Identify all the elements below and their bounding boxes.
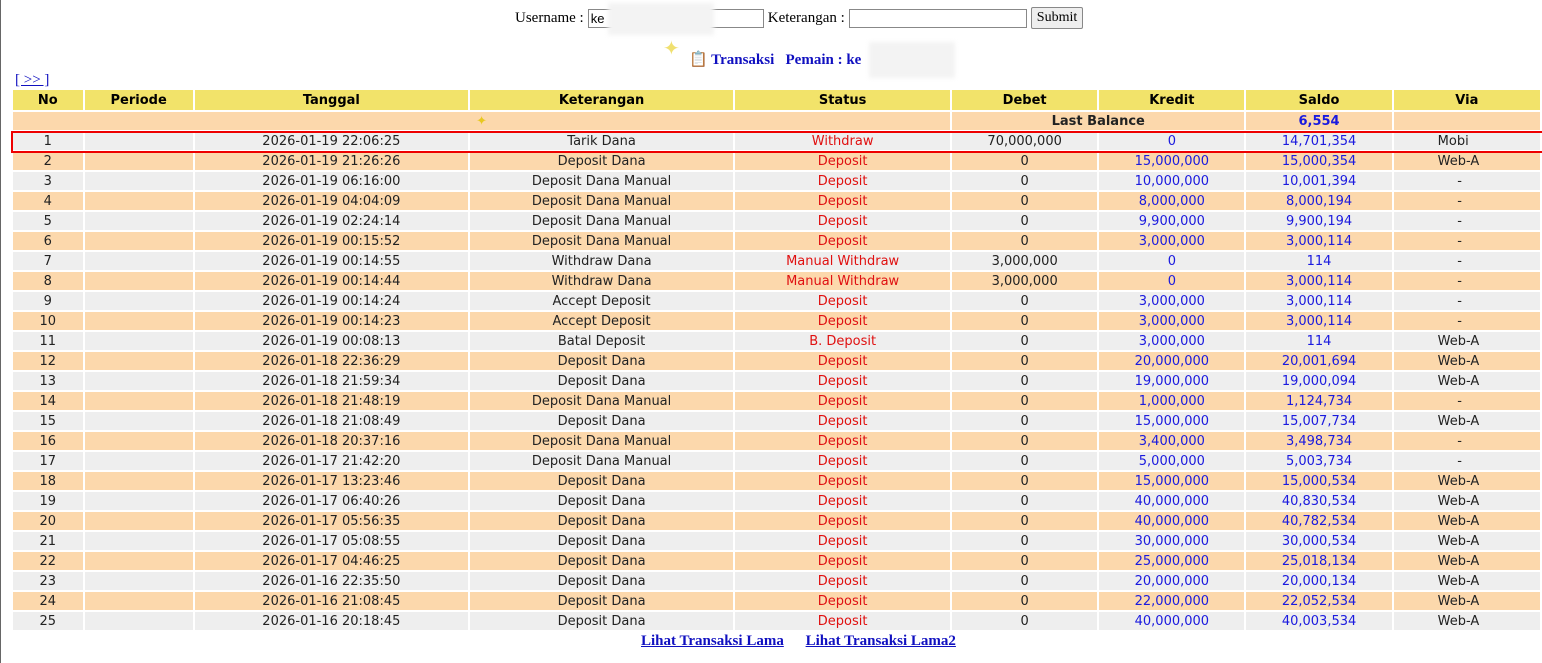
cell-no: 9 — [13, 292, 83, 312]
cell-kredit: 5,000,000 — [1099, 452, 1244, 472]
cell-kredit: 19,000,000 — [1099, 372, 1244, 392]
title-pemain: Pemain : ke — [785, 52, 862, 68]
cell-no: 23 — [13, 572, 83, 592]
cell-status: Deposit — [735, 432, 950, 452]
cell-debet: 0 — [952, 572, 1097, 592]
cell-debet: 0 — [952, 392, 1097, 412]
cell-status: Deposit — [735, 452, 950, 472]
table-row — [13, 272, 1540, 292]
cell-keterangan: Deposit Dana — [470, 512, 733, 532]
cell-debet: 0 — [952, 352, 1097, 372]
cell-periode — [85, 172, 193, 192]
cell-no: 5 — [13, 212, 83, 232]
cell-debet: 0 — [952, 312, 1097, 332]
cell-tanggal: 2026-01-18 22:36:29 — [195, 352, 468, 372]
cell-kredit: 3,000,000 — [1099, 292, 1244, 312]
cell-tanggal: 2026-01-19 22:06:25 — [195, 132, 468, 152]
cell-kredit: 8,000,000 — [1099, 192, 1244, 212]
submit-button[interactable]: Submit — [1031, 7, 1083, 29]
table-row — [13, 212, 1540, 232]
cell-kredit: 1,000,000 — [1099, 392, 1244, 412]
cell-keterangan: Deposit Dana — [470, 552, 733, 572]
cell-via: Web-A — [1394, 552, 1540, 572]
cell-periode — [85, 212, 193, 232]
cell-status: B. Deposit — [735, 332, 950, 352]
cell-keterangan: Accept Deposit — [470, 292, 733, 312]
cell-kredit: 0 — [1099, 132, 1244, 152]
cell-via: Web-A — [1394, 592, 1540, 612]
cell-via: Web-A — [1394, 412, 1540, 432]
cell-status: Manual Withdraw — [735, 252, 950, 272]
cell-periode — [85, 412, 193, 432]
cell-keterangan: Withdraw Dana — [470, 252, 733, 272]
title-transaksi: Transaksi — [711, 52, 775, 68]
cell-keterangan: Deposit Dana — [470, 612, 733, 632]
cell-saldo: 9,900,194 — [1246, 212, 1391, 232]
cell-saldo: 19,000,094 — [1246, 372, 1391, 392]
cell-periode — [85, 152, 193, 172]
cell-debet: 0 — [952, 552, 1097, 572]
cell-tanggal: 2026-01-19 00:14:44 — [195, 272, 468, 292]
sparkle-cell — [13, 112, 950, 132]
cell-tanggal: 2026-01-19 21:26:26 — [195, 152, 468, 172]
cell-no: 19 — [13, 492, 83, 512]
cell-tanggal: 2026-01-16 20:18:45 — [195, 612, 468, 632]
table-row — [13, 292, 1540, 312]
last-balance-row — [13, 112, 1540, 132]
cell-debet: 3,000,000 — [952, 272, 1097, 292]
cell-no: 7 — [13, 252, 83, 272]
cell-status: Deposit — [735, 152, 950, 172]
footer-links — [641, 633, 974, 650]
cell-saldo: 3,000,114 — [1246, 272, 1391, 292]
cell-tanggal: 2026-01-19 02:24:14 — [195, 212, 468, 232]
cell-keterangan: Deposit Dana Manual — [470, 212, 733, 232]
old-transactions-link[interactable]: Lihat Transaksi Lama — [641, 633, 784, 649]
cell-saldo: 40,003,534 — [1246, 612, 1391, 632]
cell-tanggal: 2026-01-18 20:37:16 — [195, 432, 468, 452]
cell-tanggal: 2026-01-17 06:40:26 — [195, 492, 468, 512]
cell-tanggal: 2026-01-19 00:08:13 — [195, 332, 468, 352]
cell-saldo: 5,003,734 — [1246, 452, 1391, 472]
cell-saldo: 3,498,734 — [1246, 432, 1391, 452]
cell-tanggal: 2026-01-17 13:23:46 — [195, 472, 468, 492]
cell-keterangan: Deposit Dana — [470, 592, 733, 612]
cell-saldo: 15,000,354 — [1246, 152, 1391, 172]
cell-periode — [85, 372, 193, 392]
column-header-keterangan: Keterangan — [470, 90, 733, 112]
cell-keterangan: Deposit Dana Manual — [470, 392, 733, 412]
table-row — [13, 352, 1540, 372]
cell-debet: 0 — [952, 212, 1097, 232]
cell-tanggal: 2026-01-17 21:42:20 — [195, 452, 468, 472]
cell-keterangan: Deposit Dana — [470, 472, 733, 492]
cell-via: Web-A — [1394, 492, 1540, 512]
cell-saldo: 10,001,394 — [1246, 172, 1391, 192]
cell-via: Web-A — [1394, 332, 1540, 352]
cell-debet: 0 — [952, 192, 1097, 212]
cell-kredit: 40,000,000 — [1099, 492, 1244, 512]
cell-debet: 0 — [952, 532, 1097, 552]
table-row — [13, 312, 1540, 332]
cell-via: Web-A — [1394, 152, 1540, 172]
cell-no: 15 — [13, 412, 83, 432]
sparkle-icon: ✦ — [663, 36, 680, 60]
cell-periode — [85, 132, 193, 152]
table-row — [13, 192, 1540, 212]
cell-no: 4 — [13, 192, 83, 212]
cell-tanggal: 2026-01-19 00:14:24 — [195, 292, 468, 312]
column-header-tanggal: Tanggal — [195, 90, 468, 112]
table-row — [13, 172, 1540, 192]
cell-debet: 0 — [952, 472, 1097, 492]
cell-periode — [85, 452, 193, 472]
cell-kredit: 40,000,000 — [1099, 512, 1244, 532]
cell-no: 12 — [13, 352, 83, 372]
column-header-via: Via — [1394, 90, 1540, 112]
cell-saldo: 3,000,114 — [1246, 232, 1391, 252]
column-header-debet: Debet — [952, 90, 1097, 112]
transactions-table — [11, 90, 1542, 632]
cell-kredit: 9,900,000 — [1099, 212, 1244, 232]
next-link[interactable]: [ >> ] — [15, 72, 50, 88]
cell-periode — [85, 612, 193, 632]
cell-via: Web-A — [1394, 532, 1540, 552]
cell-status: Deposit — [735, 512, 950, 532]
cell-debet: 0 — [952, 332, 1097, 352]
cell-saldo: 114 — [1246, 332, 1391, 352]
cell-via: - — [1394, 252, 1540, 272]
cell-tanggal: 2026-01-19 06:16:00 — [195, 172, 468, 192]
cell-no: 17 — [13, 452, 83, 472]
cell-via: - — [1394, 232, 1540, 252]
cell-kredit: 20,000,000 — [1099, 572, 1244, 592]
cell-no: 16 — [13, 432, 83, 452]
cell-keterangan: Deposit Dana — [470, 352, 733, 372]
cell-saldo: 20,000,134 — [1246, 572, 1391, 592]
cell-debet: 0 — [952, 172, 1097, 192]
cell-kredit: 3,400,000 — [1099, 432, 1244, 452]
cell-tanggal: 2026-01-17 05:56:35 — [195, 512, 468, 532]
cell-keterangan: Batal Deposit — [470, 332, 733, 352]
cell-debet: 0 — [952, 612, 1097, 632]
table-row — [13, 512, 1540, 532]
cell-saldo: 1,124,734 — [1246, 392, 1391, 412]
last-balance-value: 6,554 — [1246, 112, 1391, 132]
column-header-saldo: Saldo — [1246, 90, 1391, 112]
cell-periode — [85, 472, 193, 492]
cell-tanggal: 2026-01-16 21:08:45 — [195, 592, 468, 612]
cell-keterangan: Deposit Dana Manual — [470, 172, 733, 192]
cell-keterangan: Deposit Dana — [470, 492, 733, 512]
cell-debet: 0 — [952, 492, 1097, 512]
cell-saldo: 15,000,534 — [1246, 472, 1391, 492]
cell-periode — [85, 192, 193, 212]
table-row — [13, 592, 1540, 612]
cell-status: Withdraw — [735, 132, 950, 152]
document-icon: 📋 — [689, 52, 708, 68]
cell-via: Web-A — [1394, 512, 1540, 532]
cell-keterangan: Tarik Dana — [470, 132, 733, 152]
table-row — [13, 332, 1540, 352]
cell-periode — [85, 552, 193, 572]
cell-keterangan: Deposit Dana Manual — [470, 192, 733, 212]
cell-saldo: 8,000,194 — [1246, 192, 1391, 212]
cell-via: Web-A — [1394, 472, 1540, 492]
cell-saldo: 114 — [1246, 252, 1391, 272]
cell-via: - — [1394, 452, 1540, 472]
cell-periode — [85, 332, 193, 352]
cell-status: Deposit — [735, 232, 950, 252]
cell-keterangan: Deposit Dana Manual — [470, 452, 733, 472]
cell-saldo: 20,001,694 — [1246, 352, 1391, 372]
table-row — [13, 372, 1540, 392]
cell-keterangan: Deposit Dana Manual — [470, 432, 733, 452]
cell-no: 24 — [13, 592, 83, 612]
cell-status: Deposit — [735, 492, 950, 512]
cell-via: - — [1394, 392, 1540, 412]
table-row — [13, 232, 1540, 252]
table-row — [13, 252, 1540, 272]
cell-tanggal: 2026-01-19 00:14:55 — [195, 252, 468, 272]
cell-kredit: 22,000,000 — [1099, 592, 1244, 612]
cell-saldo: 14,701,354 — [1246, 132, 1391, 152]
cell-periode — [85, 592, 193, 612]
cell-status: Deposit — [735, 572, 950, 592]
cell-via: - — [1394, 432, 1540, 452]
cell-tanggal: 2026-01-18 21:08:49 — [195, 412, 468, 432]
table-row — [13, 432, 1540, 452]
cell-periode — [85, 532, 193, 552]
cell-kredit: 10,000,000 — [1099, 172, 1244, 192]
cell-status: Deposit — [735, 172, 950, 192]
page-title — [689, 50, 861, 69]
cell-debet: 0 — [952, 152, 1097, 172]
cell-tanggal: 2026-01-18 21:59:34 — [195, 372, 468, 392]
cell-kredit: 0 — [1099, 252, 1244, 272]
cell-periode — [85, 392, 193, 412]
cell-saldo: 3,000,114 — [1246, 312, 1391, 332]
cell-status: Deposit — [735, 552, 950, 572]
cell-kredit: 30,000,000 — [1099, 532, 1244, 552]
cell-status: Deposit — [735, 392, 950, 412]
cell-via: Web-A — [1394, 352, 1540, 372]
cell-keterangan: Deposit Dana — [470, 532, 733, 552]
table-row — [13, 552, 1540, 572]
table-row — [13, 452, 1540, 472]
cell-periode — [85, 512, 193, 532]
cell-no: 18 — [13, 472, 83, 492]
redaction — [869, 42, 955, 78]
cell-status: Manual Withdraw — [735, 272, 950, 292]
cell-status: Deposit — [735, 612, 950, 632]
cell-via: - — [1394, 312, 1540, 332]
cell-keterangan: Deposit Dana — [470, 152, 733, 172]
column-header-kredit: Kredit — [1099, 90, 1244, 112]
cell-tanggal: 2026-01-17 04:46:25 — [195, 552, 468, 572]
redaction — [608, 3, 714, 35]
cell-periode — [85, 252, 193, 272]
table-row — [13, 572, 1540, 592]
table-row — [13, 132, 1540, 152]
cell-no: 21 — [13, 532, 83, 552]
cell-no: 20 — [13, 512, 83, 532]
cell-keterangan: Deposit Dana Manual — [470, 232, 733, 252]
cell-periode — [85, 432, 193, 452]
cell-kredit: 20,000,000 — [1099, 352, 1244, 372]
cell-status: Deposit — [735, 352, 950, 372]
cell-no: 3 — [13, 172, 83, 192]
column-header-periode: Periode — [85, 90, 193, 112]
cell-debet: 0 — [952, 432, 1097, 452]
cell-status: Deposit — [735, 592, 950, 612]
cell-kredit: 25,000,000 — [1099, 552, 1244, 572]
cell-keterangan: Deposit Dana — [470, 372, 733, 392]
table-row — [13, 412, 1540, 432]
cell-status: Deposit — [735, 412, 950, 432]
cell-no: 25 — [13, 612, 83, 632]
sparkle-icon: ✦ — [476, 113, 487, 129]
cell-no: 8 — [13, 272, 83, 292]
cell-saldo: 40,830,534 — [1246, 492, 1391, 512]
old-transactions-link-2[interactable]: Lihat Transaksi Lama2 — [805, 633, 956, 649]
cell-kredit: 40,000,000 — [1099, 612, 1244, 632]
cell-no: 2 — [13, 152, 83, 172]
cell-periode — [85, 292, 193, 312]
cell-saldo: 40,782,534 — [1246, 512, 1391, 532]
cell-via: - — [1394, 272, 1540, 292]
cell-keterangan: Deposit Dana — [470, 412, 733, 432]
cell-debet: 0 — [952, 592, 1097, 612]
cell-saldo: 25,018,134 — [1246, 552, 1391, 572]
cell-status: Deposit — [735, 192, 950, 212]
cell-debet: 0 — [952, 412, 1097, 432]
cell-saldo: 30,000,534 — [1246, 532, 1391, 552]
cell-kredit: 3,000,000 — [1099, 312, 1244, 332]
cell-status: Deposit — [735, 532, 950, 552]
cell-status: Deposit — [735, 372, 950, 392]
cell-via: - — [1394, 172, 1540, 192]
cell-kredit: 3,000,000 — [1099, 332, 1244, 352]
cell-debet: 3,000,000 — [952, 252, 1097, 272]
cell-status: Deposit — [735, 472, 950, 492]
cell-status: Deposit — [735, 292, 950, 312]
column-header-status: Status — [735, 90, 950, 112]
cell-no: 22 — [13, 552, 83, 572]
cell-periode — [85, 572, 193, 592]
cell-debet: 0 — [952, 512, 1097, 532]
cell-keterangan: Accept Deposit — [470, 312, 733, 332]
cell-debet: 0 — [952, 232, 1097, 252]
cell-tanggal: 2026-01-18 21:48:19 — [195, 392, 468, 412]
username-label: Username : — [515, 9, 584, 26]
table-header — [13, 90, 1540, 112]
cell-keterangan: Deposit Dana — [470, 572, 733, 592]
table-row — [13, 472, 1540, 492]
cell-periode — [85, 352, 193, 372]
table-row — [13, 392, 1540, 412]
keterangan-input[interactable] — [849, 9, 1027, 28]
cell-via: Web-A — [1394, 612, 1540, 632]
cell-via: - — [1394, 212, 1540, 232]
cell-tanggal: 2026-01-19 04:04:09 — [195, 192, 468, 212]
table-row — [13, 532, 1540, 552]
cell-kredit: 15,000,000 — [1099, 412, 1244, 432]
cell-status: Deposit — [735, 312, 950, 332]
cell-saldo: 15,007,734 — [1246, 412, 1391, 432]
cell-via: Mobi — [1394, 132, 1540, 152]
cell-periode — [85, 492, 193, 512]
cell-via: - — [1394, 192, 1540, 212]
cell-kredit: 15,000,000 — [1099, 472, 1244, 492]
cell-no: 6 — [13, 232, 83, 252]
last-balance-label: Last Balance — [952, 112, 1244, 132]
table-row — [13, 492, 1540, 512]
cell-tanggal: 2026-01-17 05:08:55 — [195, 532, 468, 552]
cell-debet: 0 — [952, 292, 1097, 312]
cell-saldo: 3,000,114 — [1246, 292, 1391, 312]
column-header-no: No — [13, 90, 83, 112]
empty-cell — [1394, 112, 1540, 132]
cell-status: Deposit — [735, 212, 950, 232]
cell-kredit: 3,000,000 — [1099, 232, 1244, 252]
keterangan-label: Keterangan : — [767, 9, 845, 26]
cell-via: - — [1394, 292, 1540, 312]
cell-via: Web-A — [1394, 572, 1540, 592]
cell-periode — [85, 312, 193, 332]
cell-keterangan: Withdraw Dana — [470, 272, 733, 292]
cell-kredit: 15,000,000 — [1099, 152, 1244, 172]
search-form — [515, 7, 1083, 29]
cell-no: 1 — [13, 132, 83, 152]
table-row — [13, 612, 1540, 632]
cell-tanggal: 2026-01-19 00:15:52 — [195, 232, 468, 252]
cell-debet: 0 — [952, 372, 1097, 392]
cell-saldo: 22,052,534 — [1246, 592, 1391, 612]
cell-no: 11 — [13, 332, 83, 352]
cell-tanggal: 2026-01-16 22:35:50 — [195, 572, 468, 592]
cell-via: Web-A — [1394, 372, 1540, 392]
cell-debet: 70,000,000 — [952, 132, 1097, 152]
cell-no: 10 — [13, 312, 83, 332]
cell-no: 13 — [13, 372, 83, 392]
table-row — [13, 152, 1540, 172]
cell-tanggal: 2026-01-19 00:14:23 — [195, 312, 468, 332]
cell-periode — [85, 232, 193, 252]
cell-kredit: 0 — [1099, 272, 1244, 292]
cell-debet: 0 — [952, 452, 1097, 472]
cell-periode — [85, 272, 193, 292]
cell-no: 14 — [13, 392, 83, 412]
